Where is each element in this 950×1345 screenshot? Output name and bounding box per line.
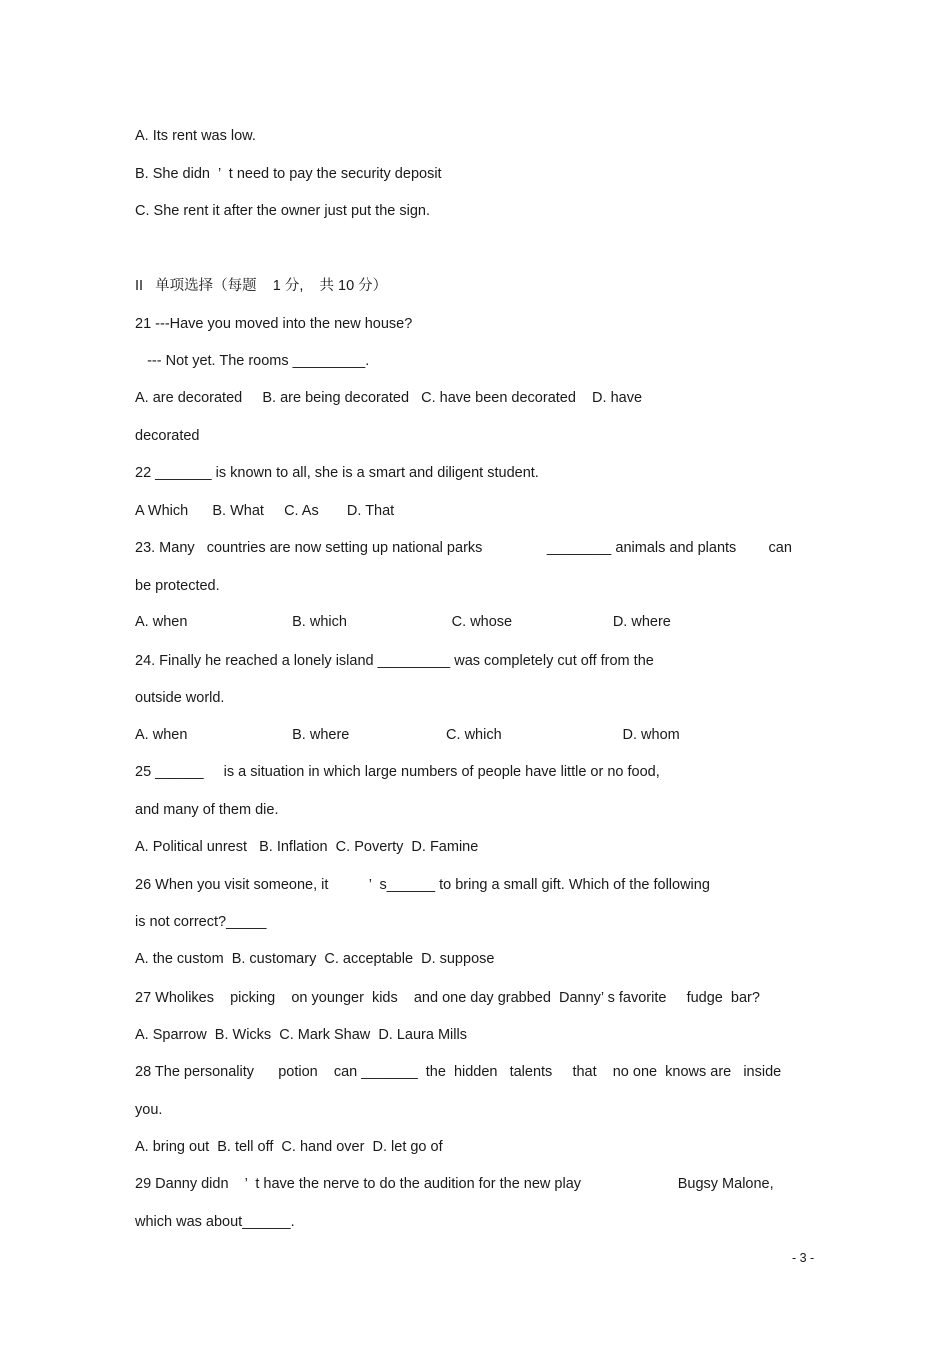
question-line: you. xyxy=(135,1102,163,1118)
option-line: A. Political unrest B. Inflation C. Poverty D. Famine xyxy=(135,839,479,855)
option-line: A. the custom B. customary C. acceptable D. suppose xyxy=(135,951,495,967)
option-line: A. bring out B. tell off C. hand over D. let go of xyxy=(135,1139,443,1155)
question-line: be protected. xyxy=(135,578,220,594)
question-line: and many of them die. xyxy=(135,802,279,818)
question-line: 27 Wholikes picking on younger kids and one day grabbed Danny’ s favorite fudge bar? xyxy=(135,990,760,1006)
section-heading: II 单项选择（每题 1 分, 共 10 分） xyxy=(135,278,388,294)
option-line: A Which B. What C. As D. That xyxy=(135,503,395,519)
question-line: 28 The personality potion can _______ the hidden talents that no one knows are inside xyxy=(135,1064,782,1080)
question-line: 25 ______ is a situation in which large numbers of people have little or no food, xyxy=(135,764,660,780)
page-number: - 3 - xyxy=(792,1251,815,1265)
option-line: decorated xyxy=(135,428,200,444)
question-line: 26 When you visit someone, it ’ s______ to bring a small gift. Which of the following xyxy=(135,877,710,893)
question-line: 23. Many countries are now setting up national parks ________ animals and plants can xyxy=(135,540,792,556)
option-line: A. Its rent was low. xyxy=(135,128,256,144)
question-line: 29 Danny didn ’ t have the nerve to do the audition for the new play Bugsy Malone, xyxy=(135,1176,774,1192)
question-line: 24. Finally he reached a lonely island _________ was completely cut off from the xyxy=(135,653,654,669)
question-line: 22 _______ is known to all, she is a smart and diligent student. xyxy=(135,465,539,481)
question-line: which was about______. xyxy=(135,1214,295,1230)
option-line: A. when B. which C. whose D. where xyxy=(135,614,671,630)
question-line: is not correct?_____ xyxy=(135,914,267,930)
option-line: C. She rent it after the owner just put the sign. xyxy=(135,203,430,219)
question-line: outside world. xyxy=(135,690,225,706)
question-line: 21 ---Have you moved into the new house? xyxy=(135,316,413,332)
question-line: --- Not yet. The rooms _________. xyxy=(135,353,370,369)
option-line: A. when B. where C. which D. whom xyxy=(135,727,680,743)
option-line: B. She didn ’ t need to pay the security deposit xyxy=(135,166,442,182)
option-line: A. Sparrow B. Wicks C. Mark Shaw D. Laura Mills xyxy=(135,1027,467,1043)
option-line: A. are decorated B. are being decorated C. have been decorated D. have xyxy=(135,390,643,406)
